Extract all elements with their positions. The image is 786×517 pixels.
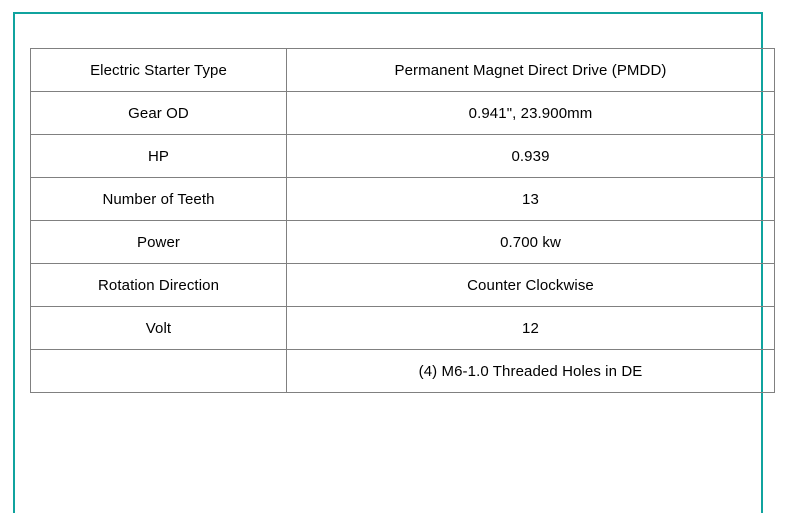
table-row — [31, 264, 775, 307]
spec-table — [30, 48, 775, 393]
spec-label-cell: Power — [31, 221, 287, 264]
spec-value-cell: (4) M6-1.0 Threaded Holes in DE — [287, 350, 775, 393]
spec-value-cell: Counter Clockwise — [287, 264, 775, 307]
spec-label-cell: Number of Teeth — [31, 178, 287, 221]
table-row — [31, 178, 775, 221]
table-row — [31, 49, 775, 92]
spec-value-cell: 0.941", 23.900mm — [287, 92, 775, 135]
spec-label-cell: Electric Starter Type — [31, 49, 287, 92]
spec-value-cell: 0.939 — [287, 135, 775, 178]
spec-label-cell: Rotation Direction — [31, 264, 287, 307]
table-row — [31, 350, 775, 393]
table-row — [31, 221, 775, 264]
spec-label-cell: Volt — [31, 307, 287, 350]
spec-label-cell — [31, 350, 287, 393]
table-row — [31, 307, 775, 350]
spec-value-cell: 13 — [287, 178, 775, 221]
spec-value-cell: Permanent Magnet Direct Drive (PMDD) — [287, 49, 775, 92]
spec-value-cell: 0.700 kw — [287, 221, 775, 264]
spec-label-cell: HP — [31, 135, 287, 178]
table-row — [31, 92, 775, 135]
table-row — [31, 135, 775, 178]
spec-value-cell: 12 — [287, 307, 775, 350]
spec-label-cell: Gear OD — [31, 92, 287, 135]
spec-table-body — [31, 49, 775, 393]
